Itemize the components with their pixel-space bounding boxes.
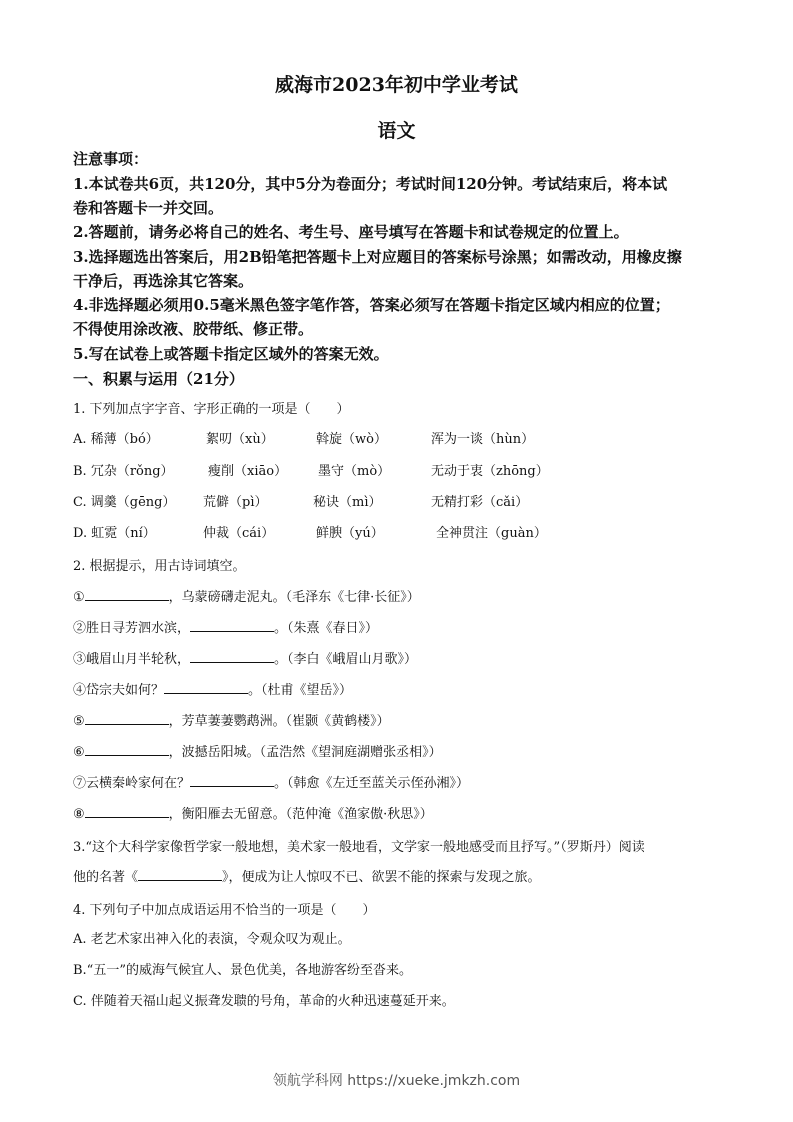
notice-heading: 注意事项： [73, 150, 149, 168]
answer-blank[interactable] [138, 868, 222, 881]
q1-option-a3: 斡旋（wò） [316, 432, 387, 447]
q1-option-b3: 墨守（mò） [318, 464, 391, 479]
answer-blank[interactable] [85, 588, 169, 601]
answer-blank[interactable] [85, 743, 169, 756]
q1-option-a1: A. 稀薄（bó） [73, 432, 159, 447]
subject-title: 语文 [377, 120, 416, 142]
q1-option-a4: 浑为一谈（hùn） [431, 432, 535, 447]
notice-line: 不得使用涂改液、胶带纸、修正带。 [73, 320, 314, 338]
q2-item-1: ① ，乌蒙磅礴走泥丸。（毛泽东《七律·长征》） [73, 590, 420, 605]
q2-item-6: ⑥ ，波撼岳阳城。（孟浩然《望洞庭湖赠张丞相》） [73, 745, 442, 760]
question-4-stem: 4. 下列句子中加点成语运用不恰当的一项是（ ） [73, 903, 376, 918]
q2-item-4: ④岱宗夫如何？ 。（杜甫《望岳》） [73, 683, 353, 698]
q1-option-b2: 瘦削（xiāo） [208, 464, 288, 479]
question-1-stem: 1. 下列加点字字音、字形正确的一项是（ ） [73, 402, 350, 417]
q1-option-d2: 仲裁（cái） [203, 526, 275, 541]
q1-option-d4: 全神贯注（guàn） [436, 526, 547, 541]
section-heading: 一、积累与运用（21分） [73, 370, 244, 388]
notice-line: 2.答题前，请务必将自己的姓名、考生号、座号填写在答题卡和试卷规定的位置上。 [73, 223, 629, 241]
q1-option-c4: 无精打彩（cǎi） [431, 495, 529, 510]
q1-option-c1: C. 调羹（gēng） [73, 495, 176, 510]
q1-option-c3: 秘诀（mì） [313, 495, 382, 510]
notice-line: 3.选择题选出答案后，用2B铅笔把答题卡上对应题目的答案标号涂黑；如需改动，用橡皮擦 [73, 248, 682, 266]
notice-line: 干净后，再选涂其它答案。 [73, 272, 254, 290]
notice-line: 卷和答题卡一并交回。 [73, 199, 224, 217]
question-3-line-1: 3.“这个大科学家像哲学家一般地想，美术家一般地看，文学家一般地感受而且抒写。”（罗斯丹）阅读 [73, 840, 645, 855]
answer-blank[interactable] [85, 805, 169, 818]
q2-item-5: ⑤ ，芳草萋萋鹦鹉洲。（崔颢《黄鹤楼》） [73, 714, 390, 729]
q2-item-2: ②胜日寻芳泗水滨， 。（朱熹《春日》） [73, 621, 379, 636]
q1-option-a2: 絮叨（xù） [206, 432, 274, 447]
page-title: 威海市2023年初中学业考试 [275, 74, 518, 96]
footer-watermark: 领航学科网 https://xueke.jmkzh.com [272, 1073, 521, 1089]
q1-option-b1: B. 冗杂（rǒng） [73, 464, 174, 479]
q1-option-b4: 无动于衷（zhōng） [431, 464, 549, 479]
q2-item-3: ③峨眉山月半轮秋， 。（李白《峨眉山月歌》） [73, 652, 418, 667]
q4-option-c: C. 伴随着天福山起义振聋发聩的号角，革命的火种迅速蔓延开来。 [73, 994, 455, 1009]
q4-option-b: B.“五一”的威海气候宜人、景色优美，各地游客纷至沓来。 [73, 963, 412, 978]
question-3-line-2: 他的名著《 》，便成为让人惊叹不已、欲罢不能的探索与发现之旅。 [73, 870, 541, 885]
q1-option-d1: D. 虹霓（ní） [73, 526, 156, 541]
q4-option-a: A. 老艺术家出神入化的表演，令观众叹为观止。 [73, 932, 351, 947]
answer-blank[interactable] [164, 681, 248, 694]
notice-line: 5.写在试卷上或答题卡指定区域外的答案无效。 [73, 345, 389, 363]
answer-blank[interactable] [190, 650, 274, 663]
q1-option-d3: 鲜腴（yú） [316, 526, 384, 541]
answer-blank[interactable] [85, 712, 169, 725]
notice-line: 1.本试卷共6页，共120分，其中5分为卷面分；考试时间120分钟。考试结束后，将本试 [73, 175, 668, 193]
q2-item-7: ⑦云横秦岭家何在？ 。（韩愈《左迁至蓝关示侄孙湘》） [73, 776, 470, 791]
answer-blank[interactable] [190, 619, 274, 632]
notice-line: 4.非选择题必须用0.5毫米黑色签字笔作答，答案必须写在答题卡指定区域内相应的位置； [73, 296, 670, 314]
answer-blank[interactable] [190, 774, 274, 787]
question-2-stem: 2. 根据提示，用古诗词填空。 [73, 559, 246, 574]
q1-option-c2: 荒僻（pì） [203, 495, 268, 510]
q2-item-8: ⑧ ，衡阳雁去无留意。（范仲淹《渔家傲·秋思》） [73, 807, 433, 822]
